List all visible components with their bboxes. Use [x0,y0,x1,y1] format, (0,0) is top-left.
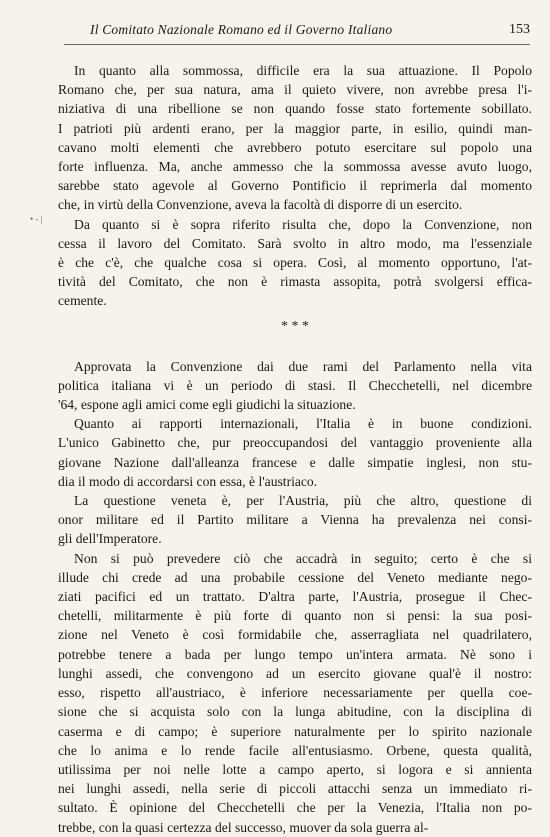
text-line: caserma e di campo; è superiore naturalmente per lo spirito nazionale [58,723,532,739]
text-line: Da quanto si è sopra riferito risulta che, dopo la Convenzione, non [74,216,532,232]
header-rule [64,44,530,45]
paragraph [58,61,532,215]
text-line: cessa il lavoro del Comitato. Sarà svolto in altro modo, ma l'essenziale [58,235,532,251]
text-line: cemente. [58,293,107,309]
paragraph [58,414,532,491]
paragraph [58,357,532,415]
text-line: sione che si acquista solo con la lunga abitudine, con la disciplina di [58,704,532,720]
text-line: Quanto ai rapporti internazionali, l'Italia è in buone condizioni. [74,416,532,432]
text-line: trebbe, con la quasi certezza del successo, muover da sola guerra al- [58,819,429,835]
text-line: dia il modo di accordarsi con essa, è l'austriaco. [58,473,318,489]
text-line: sultato. È opinione del Checchetelli che per la Venezia, l'Italia non po- [58,800,532,816]
text-line: potrebbe tenere a bada per lungo tempo un'intera armata. Nè sono i [58,646,532,662]
text-line: In quanto alla sommossa, difficile era la sua attuazione. Il Popolo [74,63,532,78]
text-line: ziati pacifici ed un trattato. D'altra parte, l'Austria, prosegue il Chec- [58,589,532,605]
page-header [64,22,530,44]
text-line: lunghi assedi, che convengono ad un esercito giovane qual'è il nostro: [58,665,532,681]
text-line: Romano che, per sua natura, ama il quieto vivere, non avrebbe presa l'i- [58,82,532,98]
text-line: niziativa di una ribellione se non quando fosse stato fortemente sobillato. [58,101,532,117]
text-line: che lo anima e lo rende facile all'entusiasmo. Orbene, questa qualità, [58,742,532,758]
text-line: '64, espone agli amici come egli giudichi la situazione. [58,397,356,413]
running-title: Il Comitato Nazionale Romano ed il Governo Italiano [90,22,393,37]
text-line: gli dell'Imperatore. [58,531,162,547]
text-line: zione nel Veneto è così formidabile che, asserragliata nel quadrilatero, [58,627,532,643]
text-line: giovane Nazione dall'alleanza francese e dalle simpatie inglesi, non stu- [58,454,532,470]
text-line: che, in virtù della Convenzione, aveva la facoltà di disporre di un esercito. [58,197,463,213]
text-line: I patrioti più ardenti erano, per la maggior parte, in esilio, quindi man- [58,120,532,136]
text-line: onor militare ed il Partito militare a Vienna ha prevalenza nei consi- [58,512,532,528]
text-line: è che c'è, che qualche cosa si opera. Così, al momento opportuno, l'at- [58,255,532,271]
page-number: 153 [509,22,530,37]
text-line: politica italiana vi è un periodo di stasi. Il Checchetelli, nel dicembre [58,377,532,393]
text-line: nei lunghi assedi, nella serie di piccoli attacchi senza un immediato ri- [58,781,532,797]
paragraph [58,491,532,549]
text-line: forte influenza. Ma, anche ammesso che la sommossa avesse avuto luogo, [58,159,532,175]
text-line: illude chi crede ad una probabile cessione del Veneto mediante nego- [58,569,532,585]
text-line: L'unico Gabinetto che, pur preoccupandosi del vantaggio proveniente alla [58,435,532,451]
margin-mark: • - | [30,214,43,224]
section-separator: * * * [281,318,309,334]
body-text [58,61,532,837]
text-line: utilissima per noi nelle lotte a campo aperto, si logora e si annienta [58,761,532,777]
paragraph [58,215,532,311]
text-line: La questione veneta è, per l'Austria, più che altro, questione di [74,493,532,509]
text-line: Non si può prevedere ciò che accadrà in seguito; certo è che si [74,550,532,566]
text-line: chetelli, militarmente è più forte di quanto non si pensi: la sua posi- [58,608,532,624]
text-line: cavano molti elementi che avrebbero potuto esercitare sul popolo una [58,139,532,155]
text-line: sarebbe stato agevole al Governo Pontificio il reprimerla dal momento [58,178,532,194]
text-line: Approvata la Convenzione dai due rami del Parlamento nella vita [74,358,532,374]
text-line: tività del Comitato, che non è rimasta assopita, potrà svolgersi effica- [58,274,532,290]
paragraph [58,549,532,837]
text-line: esso, rispetto all'austriaco, è inferiore necessariamente per quella coe- [58,685,532,701]
